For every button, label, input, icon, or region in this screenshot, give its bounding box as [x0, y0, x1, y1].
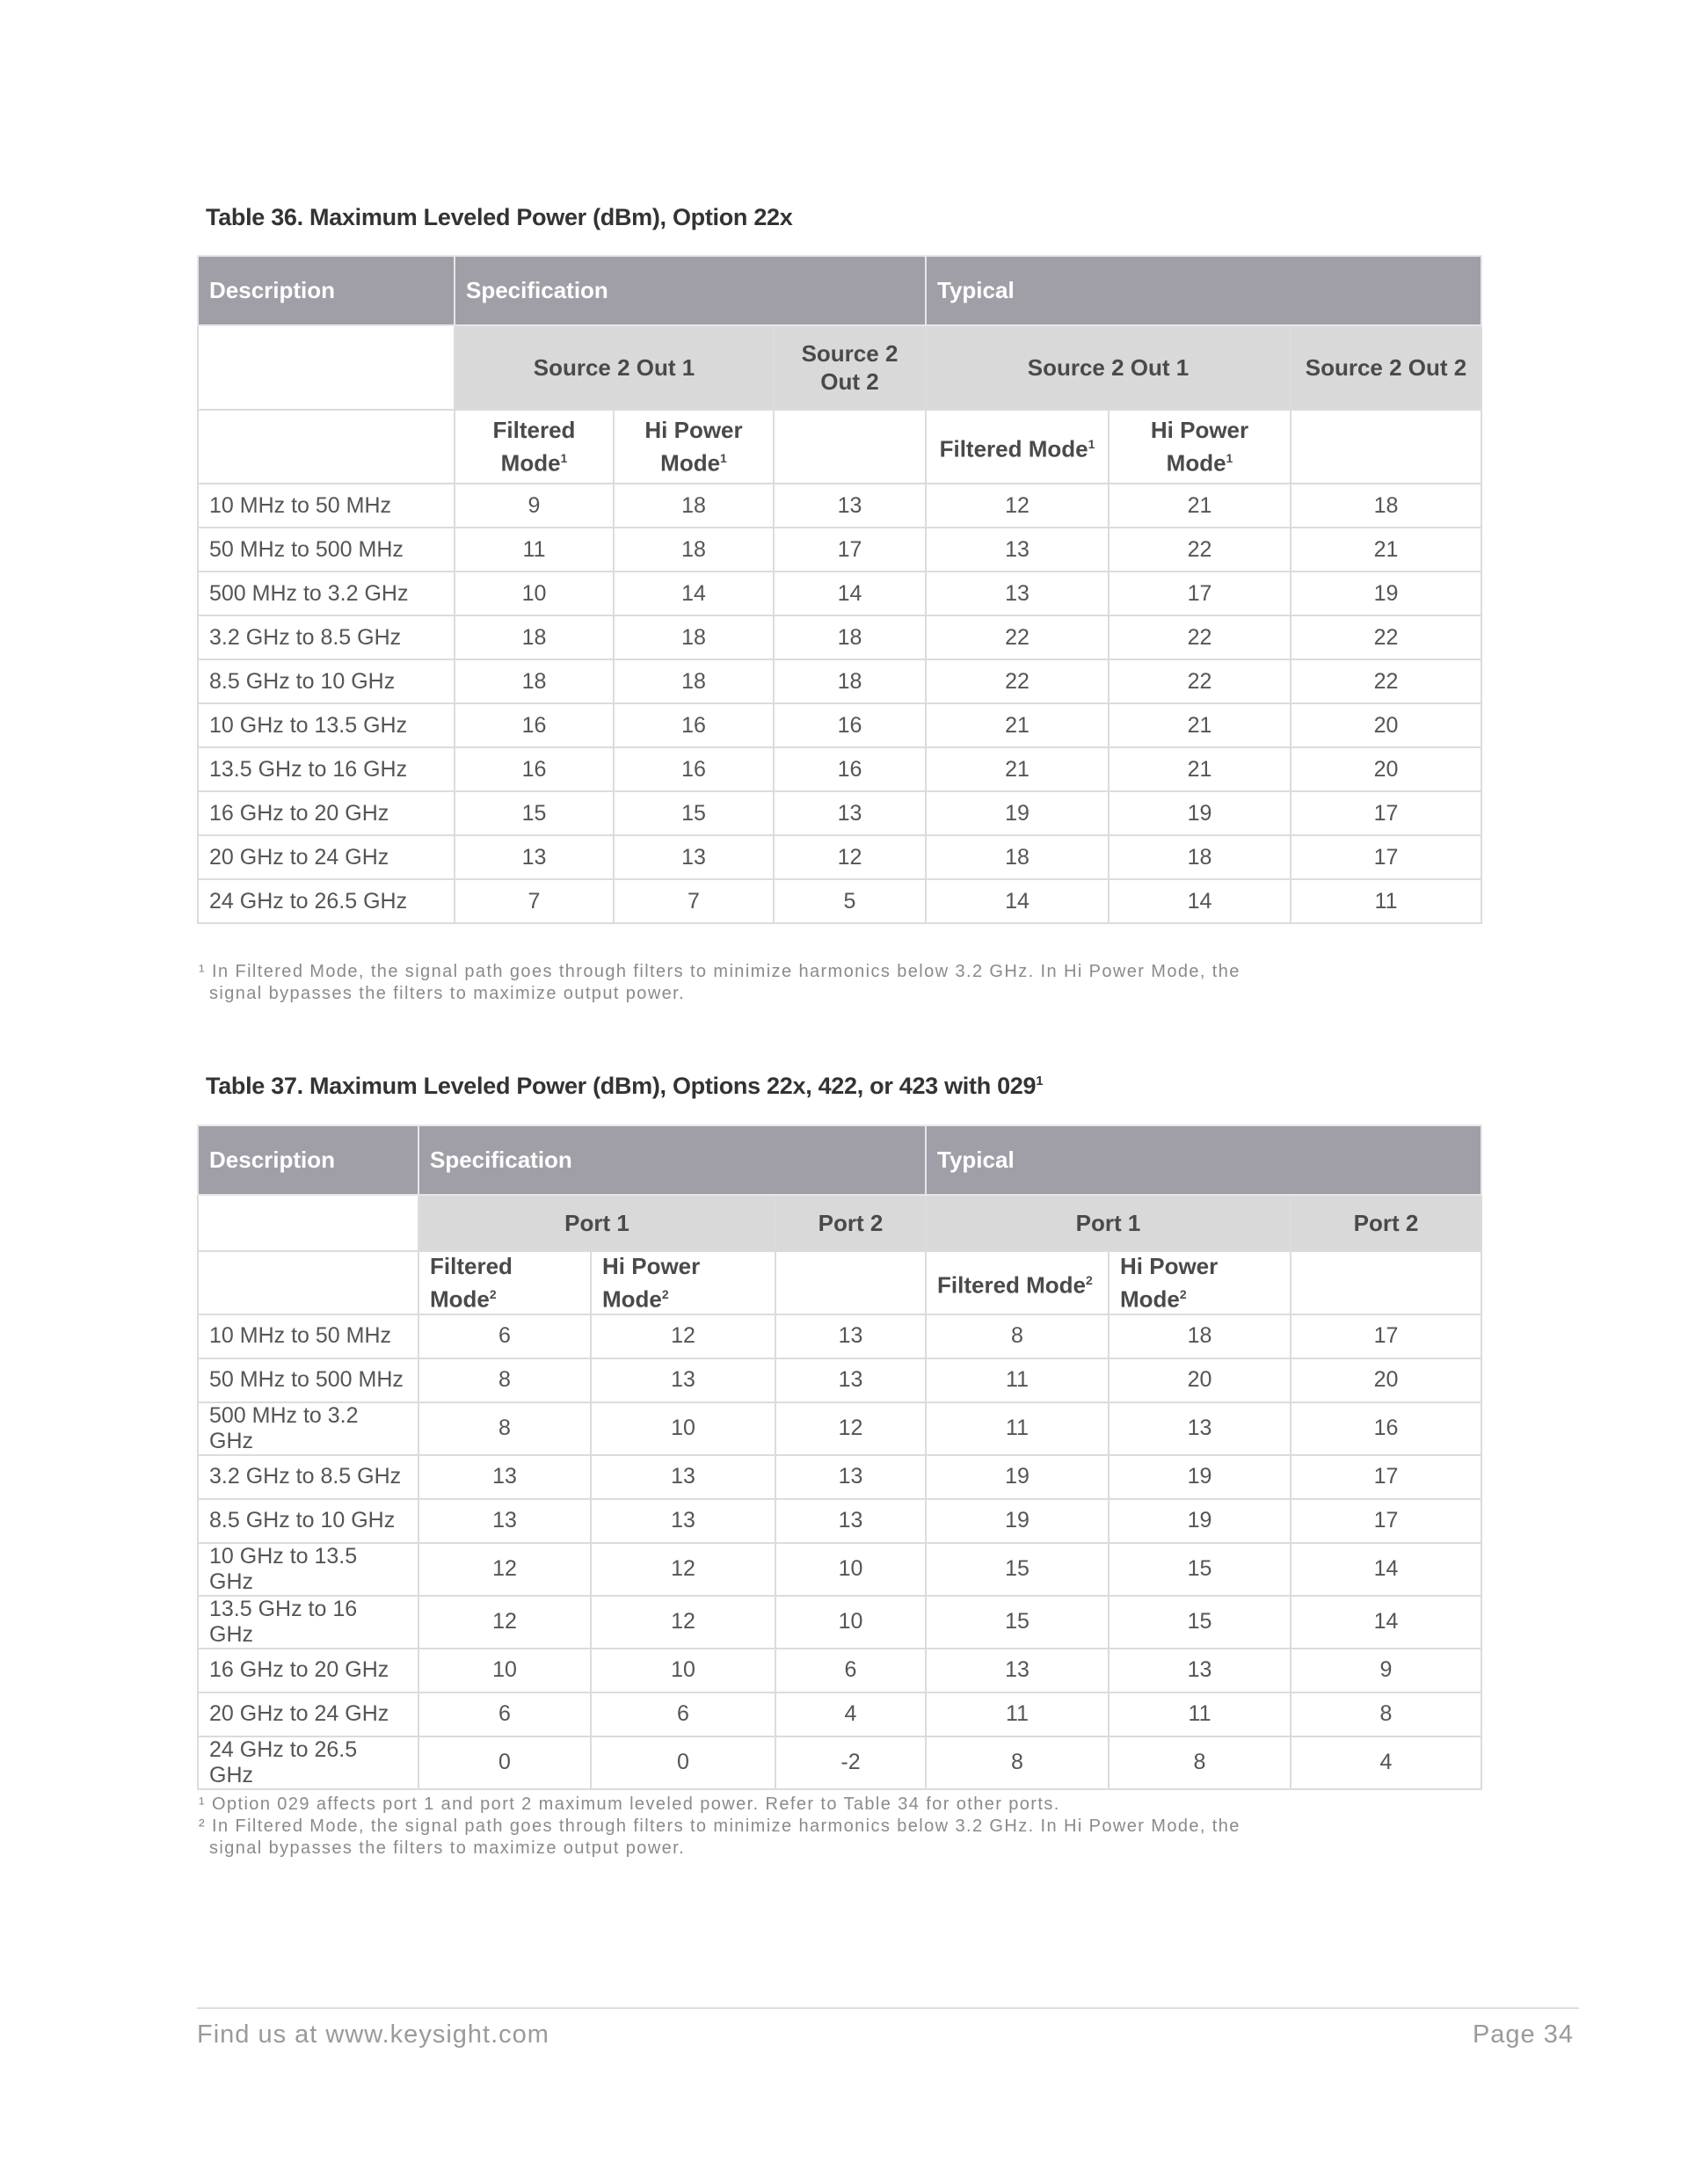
power-value-cell: 22	[1109, 528, 1291, 571]
power-value-cell: 22	[926, 615, 1109, 659]
power-value-cell: 18	[774, 615, 926, 659]
power-value-cell: 17	[1291, 791, 1481, 835]
power-value-cell: 11	[1109, 1693, 1291, 1736]
power-value-cell: 19	[1109, 791, 1291, 835]
power-value-cell: 12	[418, 1543, 591, 1596]
power-value-cell: 11	[926, 1358, 1109, 1402]
power-value-cell: 21	[1291, 528, 1481, 571]
table-row	[198, 879, 1481, 923]
power-value-cell: 15	[926, 1543, 1109, 1596]
power-value-cell: 8	[926, 1736, 1109, 1789]
power-value-cell: 18	[455, 615, 614, 659]
typical-header: Typical	[926, 256, 1481, 325]
power-value-cell: 13	[418, 1455, 591, 1499]
power-value-cell: 20	[1109, 1358, 1291, 1402]
frequency-range-cell: 10 MHz to 50 MHz	[198, 1314, 418, 1358]
power-value-cell: 16	[774, 703, 926, 747]
spec-source2-out1-header: Source 2 Out 1	[455, 325, 774, 410]
typ-filtered-mode-header: Filtered Mode$^2$	[926, 1251, 1109, 1314]
power-value-cell: 13	[591, 1455, 775, 1499]
spec-hipower-mode-header: Hi Power Mode$^2$	[591, 1251, 775, 1314]
power-value-cell: 14	[1109, 879, 1291, 923]
power-value-cell: 18	[926, 835, 1109, 879]
mode-blank	[198, 1251, 418, 1314]
typ-source2-out2-header: Source 2 Out 2	[1291, 325, 1481, 410]
power-value-cell: 11	[926, 1693, 1109, 1736]
power-value-cell: 18	[614, 528, 774, 571]
power-value-cell: 15	[926, 1596, 1109, 1649]
power-value-cell: 21	[926, 747, 1109, 791]
table-row	[198, 1543, 1481, 1596]
power-value-cell: 13	[926, 528, 1109, 571]
power-value-cell: 13	[455, 835, 614, 879]
power-value-cell: 5	[774, 879, 926, 923]
power-value-cell: 13	[591, 1358, 775, 1402]
power-value-cell: 17	[1291, 1499, 1481, 1543]
table-row	[198, 571, 1481, 615]
spec-hipower-mode-header: Hi Power Mode$^1$	[614, 410, 774, 484]
footnote-line: ² In Filtered Mode, the signal path goes through filters to minimize harmonics below 3.2 GHz. In Hi Power Mode, the	[199, 1816, 1241, 1836]
power-value-cell: 13	[418, 1499, 591, 1543]
frequency-range-cell: 10 MHz to 50 MHz	[198, 484, 455, 528]
power-value-cell: 12	[775, 1402, 926, 1455]
power-value-cell: 16	[1291, 1402, 1481, 1455]
table-row	[198, 791, 1481, 835]
power-value-cell: 10	[775, 1543, 926, 1596]
power-value-cell: 12	[926, 484, 1109, 528]
power-value-cell: 15	[455, 791, 614, 835]
table37-subheader-row	[198, 1195, 1481, 1251]
power-value-cell: 11	[455, 528, 614, 571]
power-value-cell: 16	[614, 703, 774, 747]
table-row	[198, 615, 1481, 659]
power-value-cell: 6	[591, 1693, 775, 1736]
table-row	[198, 835, 1481, 879]
power-value-cell: 12	[774, 835, 926, 879]
power-value-cell: 6	[418, 1693, 591, 1736]
table-row	[198, 1314, 1481, 1358]
power-value-cell: 14	[614, 571, 774, 615]
frequency-range-cell: 50 MHz to 500 MHz	[198, 1358, 418, 1402]
power-value-cell: 4	[1291, 1736, 1481, 1789]
typ-source2-out1-header: Source 2 Out 1	[926, 325, 1291, 410]
power-value-cell: 18	[1291, 484, 1481, 528]
power-value-cell: 16	[614, 747, 774, 791]
power-value-cell: 18	[455, 659, 614, 703]
table-row	[198, 1499, 1481, 1543]
mode-blank	[1291, 1251, 1481, 1314]
power-value-cell: 15	[1109, 1596, 1291, 1649]
power-value-cell: 6	[418, 1314, 591, 1358]
frequency-range-cell: 24 GHz to 26.5 GHz	[198, 1736, 418, 1789]
power-value-cell: 10	[418, 1649, 591, 1693]
power-value-cell: 19	[1291, 571, 1481, 615]
frequency-range-cell: 10 GHz to 13.5 GHz	[198, 703, 455, 747]
table-row	[198, 528, 1481, 571]
page-number: Page 34	[1472, 2020, 1574, 2049]
power-value-cell: 19	[1109, 1455, 1291, 1499]
power-value-cell: 19	[926, 1455, 1109, 1499]
power-value-cell: 21	[1109, 703, 1291, 747]
power-value-cell: 14	[1291, 1596, 1481, 1649]
power-value-cell: 8	[418, 1402, 591, 1455]
table36-title: Table 36. Maximum Leveled Power (dBm), Option 22x	[206, 204, 793, 230]
frequency-range-cell: 3.2 GHz to 8.5 GHz	[198, 615, 455, 659]
power-value-cell: 8	[1291, 1693, 1481, 1736]
typ-port2-header: Port 2	[1291, 1195, 1481, 1251]
power-value-cell: 10	[455, 571, 614, 615]
table-row	[198, 747, 1481, 791]
typ-hipower-mode-header: Hi Power Mode$^1$	[1109, 410, 1291, 484]
table-row	[198, 1402, 1481, 1455]
power-value-cell: 12	[591, 1596, 775, 1649]
frequency-range-cell: 16 GHz to 20 GHz	[198, 1649, 418, 1693]
table36	[197, 255, 1482, 924]
table36-mode-row	[198, 410, 1481, 484]
power-value-cell: 22	[1109, 659, 1291, 703]
table37-mode-row	[198, 1251, 1481, 1314]
frequency-range-cell: 16 GHz to 20 GHz	[198, 791, 455, 835]
power-value-cell: 13	[774, 484, 926, 528]
power-value-cell: 14	[926, 879, 1109, 923]
table37-header-row	[198, 1125, 1481, 1195]
table-row	[198, 1736, 1481, 1789]
table-row	[198, 1358, 1481, 1402]
description-header: Description	[198, 1125, 418, 1195]
power-value-cell: 10	[591, 1649, 775, 1693]
power-value-cell: 19	[1109, 1499, 1291, 1543]
typ-port1-header: Port 1	[926, 1195, 1291, 1251]
power-value-cell: 18	[774, 659, 926, 703]
power-value-cell: 7	[455, 879, 614, 923]
spec-filtered-mode-header: Filtered Mode$^2$	[418, 1251, 591, 1314]
table37-title: Table 37. Maximum Leveled Power (dBm), Options 22x, 422, or 423 with $029^1$	[206, 1073, 1044, 1099]
power-value-cell: 16	[455, 703, 614, 747]
power-value-cell: 11	[1291, 879, 1481, 923]
frequency-range-cell: 500 MHz to 3.2 GHz	[198, 571, 455, 615]
specification-header: Specification	[418, 1125, 926, 1195]
power-value-cell: 13	[926, 571, 1109, 615]
power-value-cell: 13	[775, 1358, 926, 1402]
power-value-cell: 21	[1109, 747, 1291, 791]
power-value-cell: 13	[926, 1649, 1109, 1693]
typ-filtered-mode-header: Filtered Mode$^1$	[926, 410, 1109, 484]
table-row	[198, 659, 1481, 703]
power-value-cell: 12	[418, 1596, 591, 1649]
power-value-cell: 22	[1291, 659, 1481, 703]
power-value-cell: 13	[614, 835, 774, 879]
typ-hipower-mode-header: Hi Power Mode$^2$	[1109, 1251, 1291, 1314]
frequency-range-cell: 50 MHz to 500 MHz	[198, 528, 455, 571]
subheader-blank	[198, 325, 455, 410]
footnote-line: signal bypasses the filters to maximize output power.	[209, 1838, 686, 1858]
spec-source2-out2-header: Source 2 Out 2	[774, 325, 926, 410]
table-row	[198, 1649, 1481, 1693]
frequency-range-cell: 24 GHz to 26.5 GHz	[198, 879, 455, 923]
power-value-cell: 21	[926, 703, 1109, 747]
power-value-cell: 18	[614, 484, 774, 528]
mode-blank	[1291, 410, 1481, 484]
table-row	[198, 1596, 1481, 1649]
table-row	[198, 703, 1481, 747]
frequency-range-cell: 10 GHz to 13.5 GHz	[198, 1543, 418, 1596]
power-value-cell: 10	[775, 1596, 926, 1649]
power-value-cell: 21	[1109, 484, 1291, 528]
footer-divider	[197, 2007, 1579, 2009]
footnote-line: signal bypasses the filters to maximize output power.	[209, 984, 686, 1003]
power-value-cell: 13	[1109, 1402, 1291, 1455]
power-value-cell: 20	[1291, 703, 1481, 747]
power-value-cell: 15	[614, 791, 774, 835]
frequency-range-cell: 8.5 GHz to 10 GHz	[198, 659, 455, 703]
specification-header: Specification	[455, 256, 926, 325]
power-value-cell: 18	[1109, 835, 1291, 879]
table-row	[198, 1693, 1481, 1736]
table36-header-row	[198, 256, 1481, 325]
power-value-cell: 22	[1291, 615, 1481, 659]
footnote-line: ¹ In Filtered Mode, the signal path goes through filters to minimize harmonics below 3.2 GHz. In Hi Power Mode, the	[199, 962, 1241, 981]
power-value-cell: 9	[1291, 1649, 1481, 1693]
mode-blank	[775, 1251, 926, 1314]
power-value-cell: 8	[1109, 1736, 1291, 1789]
table37-footnote	[199, 1794, 1241, 1860]
power-value-cell: 8	[418, 1358, 591, 1402]
power-value-cell: 13	[1109, 1649, 1291, 1693]
mode-blank	[198, 410, 455, 484]
power-value-cell: 19	[926, 1499, 1109, 1543]
description-header: Description	[198, 256, 455, 325]
frequency-range-cell: 3.2 GHz to 8.5 GHz	[198, 1455, 418, 1499]
power-value-cell: 17	[1291, 1455, 1481, 1499]
subheader-blank	[198, 1195, 418, 1251]
typical-header: Typical	[926, 1125, 1481, 1195]
spec-port1-header: Port 1	[418, 1195, 775, 1251]
frequency-range-cell: 13.5 GHz to 16 GHz	[198, 747, 455, 791]
spec-filtered-mode-header: Filtered Mode$^1$	[455, 410, 614, 484]
power-value-cell: 13	[775, 1314, 926, 1358]
power-value-cell: 13	[774, 791, 926, 835]
power-value-cell: 22	[1109, 615, 1291, 659]
power-value-cell: 17	[1291, 835, 1481, 879]
power-value-cell: 18	[614, 615, 774, 659]
power-value-cell: -2	[775, 1736, 926, 1789]
power-value-cell: 6	[775, 1649, 926, 1693]
footer-website: Find us at www.keysight.com	[197, 2020, 549, 2049]
power-value-cell: 17	[1291, 1314, 1481, 1358]
power-value-cell: 13	[591, 1499, 775, 1543]
power-value-cell: 17	[774, 528, 926, 571]
power-value-cell: 7	[614, 879, 774, 923]
power-value-cell: 14	[774, 571, 926, 615]
table37	[197, 1125, 1482, 1790]
frequency-range-cell: 500 MHz to 3.2 GHz	[198, 1402, 418, 1455]
table-row	[198, 1455, 1481, 1499]
power-value-cell: 15	[1109, 1543, 1291, 1596]
power-value-cell: 18	[1109, 1314, 1291, 1358]
footnote-line: ¹ Option 029 affects port 1 and port 2 maximum leveled power. Refer to Table 34 for other ports.	[199, 1795, 1060, 1814]
power-value-cell: 4	[775, 1693, 926, 1736]
table36-footnote	[199, 961, 1241, 1005]
power-value-cell: 17	[1109, 571, 1291, 615]
power-value-cell: 16	[455, 747, 614, 791]
power-value-cell: 14	[1291, 1543, 1481, 1596]
power-value-cell: 8	[926, 1314, 1109, 1358]
spec-port2-header: Port 2	[775, 1195, 926, 1251]
power-value-cell: 10	[591, 1402, 775, 1455]
frequency-range-cell: 20 GHz to 24 GHz	[198, 1693, 418, 1736]
power-value-cell: 13	[775, 1499, 926, 1543]
power-value-cell: 19	[926, 791, 1109, 835]
power-value-cell: 18	[614, 659, 774, 703]
power-value-cell: 9	[455, 484, 614, 528]
power-value-cell: 16	[774, 747, 926, 791]
mode-blank	[774, 410, 926, 484]
table36-subheader-row	[198, 325, 1481, 410]
power-value-cell: 12	[591, 1314, 775, 1358]
power-value-cell: 11	[926, 1402, 1109, 1455]
frequency-range-cell: 8.5 GHz to 10 GHz	[198, 1499, 418, 1543]
frequency-range-cell: 13.5 GHz to 16 GHz	[198, 1596, 418, 1649]
frequency-range-cell: 20 GHz to 24 GHz	[198, 835, 455, 879]
power-value-cell: 20	[1291, 747, 1481, 791]
power-value-cell: 20	[1291, 1358, 1481, 1402]
power-value-cell: 22	[926, 659, 1109, 703]
power-value-cell: 13	[775, 1455, 926, 1499]
power-value-cell: 0	[591, 1736, 775, 1789]
power-value-cell: 12	[591, 1543, 775, 1596]
power-value-cell: 0	[418, 1736, 591, 1789]
table-row	[198, 484, 1481, 528]
